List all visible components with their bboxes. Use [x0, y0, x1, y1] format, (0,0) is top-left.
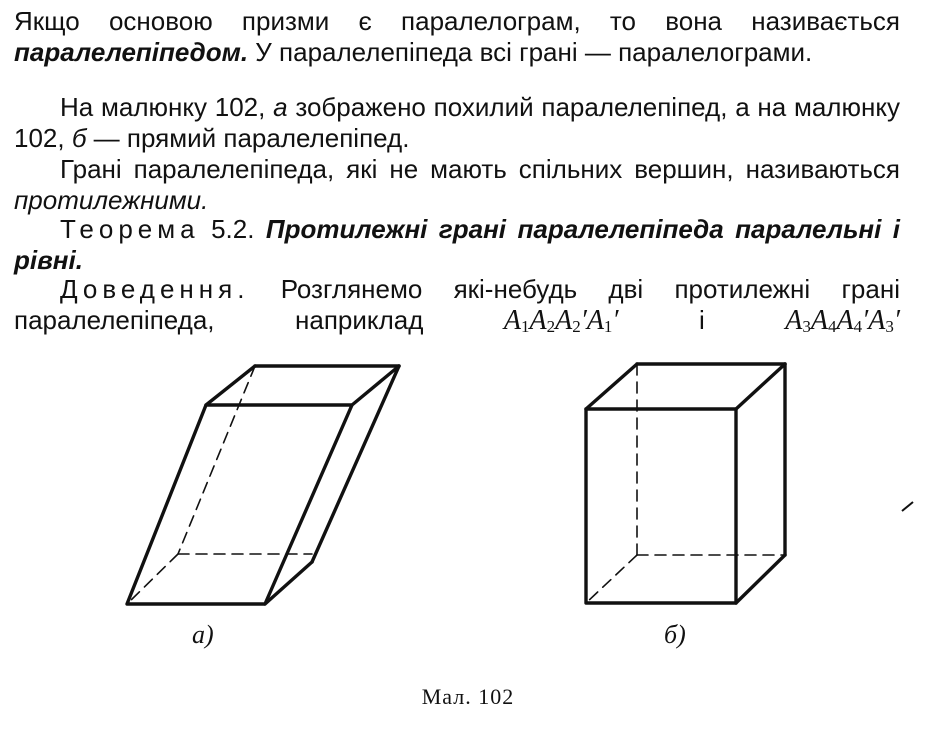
text-span: У паралелепіпеда всі грані — паралелограми. [248, 37, 813, 67]
paragraph-figure-reference [14, 92, 900, 154]
figure-ref-a: а [273, 92, 288, 122]
theorem-number: 5.2. [199, 214, 266, 244]
figure-title: Мал. 102 [421, 684, 515, 709]
paragraph-definition [14, 6, 900, 68]
theorem-label: Теорема [60, 214, 200, 244]
oblique-parallelepiped [127, 366, 399, 604]
caption-b: б) [664, 620, 686, 649]
theorem-statement: Протилежні грані паралелепіпеда паралельні і рівні. [14, 214, 900, 275]
proof-label: Доведення. [60, 274, 250, 304]
paragraph-theorem [14, 214, 900, 276]
figure-102 [0, 350, 936, 650]
stray-mark [902, 502, 913, 511]
face-2: $A_3A_4A_4'A_3'$ [785, 305, 900, 336]
face-1: $A_1A_2A_2'A_1'$ [503, 305, 619, 336]
right-parallelepiped [586, 364, 785, 603]
term-opposite: протилежними. [14, 185, 209, 215]
text-span: Грані паралелепіпеда, які не мають спільних вершин, називаються [60, 154, 900, 184]
paragraph-opposite-faces [14, 154, 900, 216]
text-span: На малюнку 102, [60, 92, 274, 122]
text-span: — прямий паралелепіпед. [86, 123, 410, 153]
term-parallelepiped: паралелепіпедом. [14, 37, 249, 67]
text-span: Розглянемо які-небудь дві протилежні грані паралелепіпеда, наприклад [14, 274, 900, 335]
text-span: зображено похилий паралелепіпед, а на малюнку 102, [14, 92, 900, 153]
text-span: Якщо основою призми є паралелограм, то вона називається [14, 6, 900, 36]
paragraph-proof [14, 274, 900, 342]
text-span: і [618, 305, 786, 335]
figure-ref-b: б [71, 123, 87, 153]
caption-a: а) [192, 620, 214, 649]
